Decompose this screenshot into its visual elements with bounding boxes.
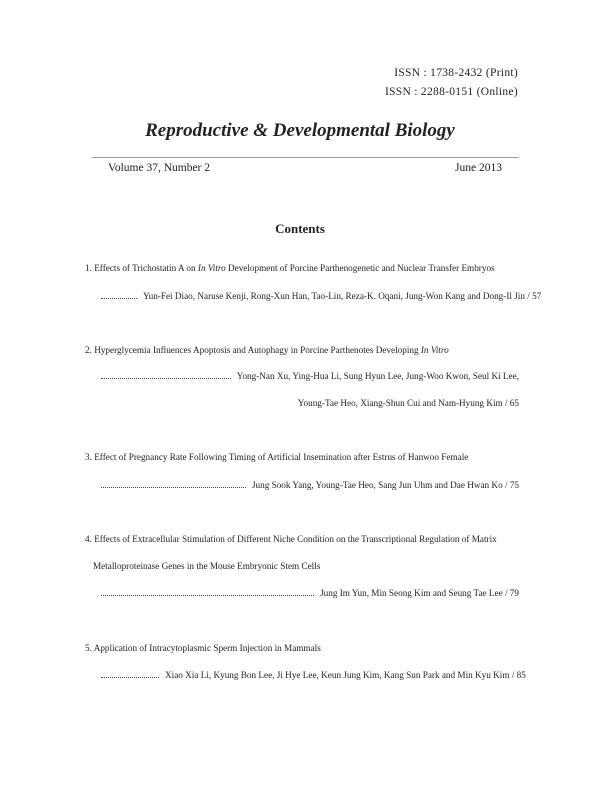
article-3-authors-row bbox=[93, 479, 519, 491]
dot-leader bbox=[101, 487, 246, 488]
header-divider bbox=[92, 157, 519, 158]
volume-number: Volume 37, Number 2 bbox=[108, 162, 211, 174]
title-italic: In Vitro bbox=[197, 263, 226, 273]
issn-print: ISSN : 1738-2432 (Print) bbox=[394, 67, 518, 79]
article-4-authors-row bbox=[93, 587, 519, 599]
article-4-title-cont[interactable] bbox=[93, 560, 527, 572]
dot-leader bbox=[101, 677, 159, 678]
article-1-authors-row bbox=[93, 290, 542, 302]
article-3-authors: Jung Sook Yang, Young-Tae Heo, Sang Jun Uhm and Dae Hwan Ko / 75 bbox=[251, 480, 519, 490]
dot-leader bbox=[101, 595, 314, 596]
article-4-authors: Jung Im Yun, Min Seong Kim and Seung Tae Lee / 79 bbox=[320, 588, 519, 598]
article-5-authors-row bbox=[93, 669, 526, 681]
article-number: 2. bbox=[85, 345, 92, 355]
article-2-authors-cont: Young-Tae Heo, Xiang-Shun Cui and Nam-Hyung Kim / 65 bbox=[297, 398, 519, 408]
article-2-authors: Yong-Nan Xu, Ying-Hua Li, Sung Hyun Lee, Jung-Woo Kwon, Seul Ki Lee, bbox=[236, 371, 519, 381]
article-1-title[interactable] bbox=[85, 262, 519, 274]
article-3-title[interactable] bbox=[85, 451, 519, 463]
title-text: Metalloproteinase Genes in the Mouse Embryonic Stem Cells bbox=[93, 561, 321, 571]
title-text: Effects of Extracellular Stimulation of Different Niche Condition on the Transcriptional Regulation of Matrix bbox=[94, 534, 497, 544]
title-text: Effect of Pregnancy Rate Following Timing of Artificial Insemination after Estrus of Hanwoo Female bbox=[94, 452, 469, 462]
article-1-authors: Yun-Fei Diao, Naruse Kenji, Rong-Xun Han, Tao-Lin, Reza-K. Oqani, Jung-Won Kang and Dong-Il Jin / 57 bbox=[143, 291, 542, 301]
title-text: Hyperglycemia Influences Apoptosis and Autophagy in Porcine Parthenotes Developing bbox=[94, 345, 421, 355]
contents-heading: Contents bbox=[275, 221, 325, 236]
article-5-authors: Xiao Xia Li, Kyung Bon Lee, Ji Hye Lee, Keun Jung Kim, Kang Sun Park and Min Kyu Kim / 85 bbox=[165, 670, 526, 680]
title-text: Development of Porcine Parthenogenetic and Nuclear Transfer Embryos bbox=[225, 263, 495, 273]
title-text: Effects of Trichostatin A on bbox=[94, 263, 198, 273]
article-2-authors-row bbox=[93, 370, 519, 382]
journal-title: Reproductive & Developmental Biology bbox=[145, 120, 455, 141]
issue-date: June 2013 bbox=[455, 162, 502, 174]
article-number: 1. bbox=[85, 263, 92, 273]
title-text: Application of Intracytoplasmic Sperm Injection in Mammals bbox=[93, 643, 321, 653]
dot-leader bbox=[101, 298, 137, 299]
article-5-title[interactable] bbox=[85, 642, 519, 654]
dot-leader bbox=[101, 378, 231, 379]
issn-online: ISSN : 2288-0151 (Online) bbox=[384, 86, 518, 98]
article-2-title[interactable] bbox=[85, 344, 519, 356]
article-4-title[interactable] bbox=[85, 533, 519, 545]
article-number: 5. bbox=[85, 643, 92, 653]
article-number: 3. bbox=[85, 452, 92, 462]
article-number: 4. bbox=[85, 534, 92, 544]
title-italic: In Vitro bbox=[420, 345, 449, 355]
